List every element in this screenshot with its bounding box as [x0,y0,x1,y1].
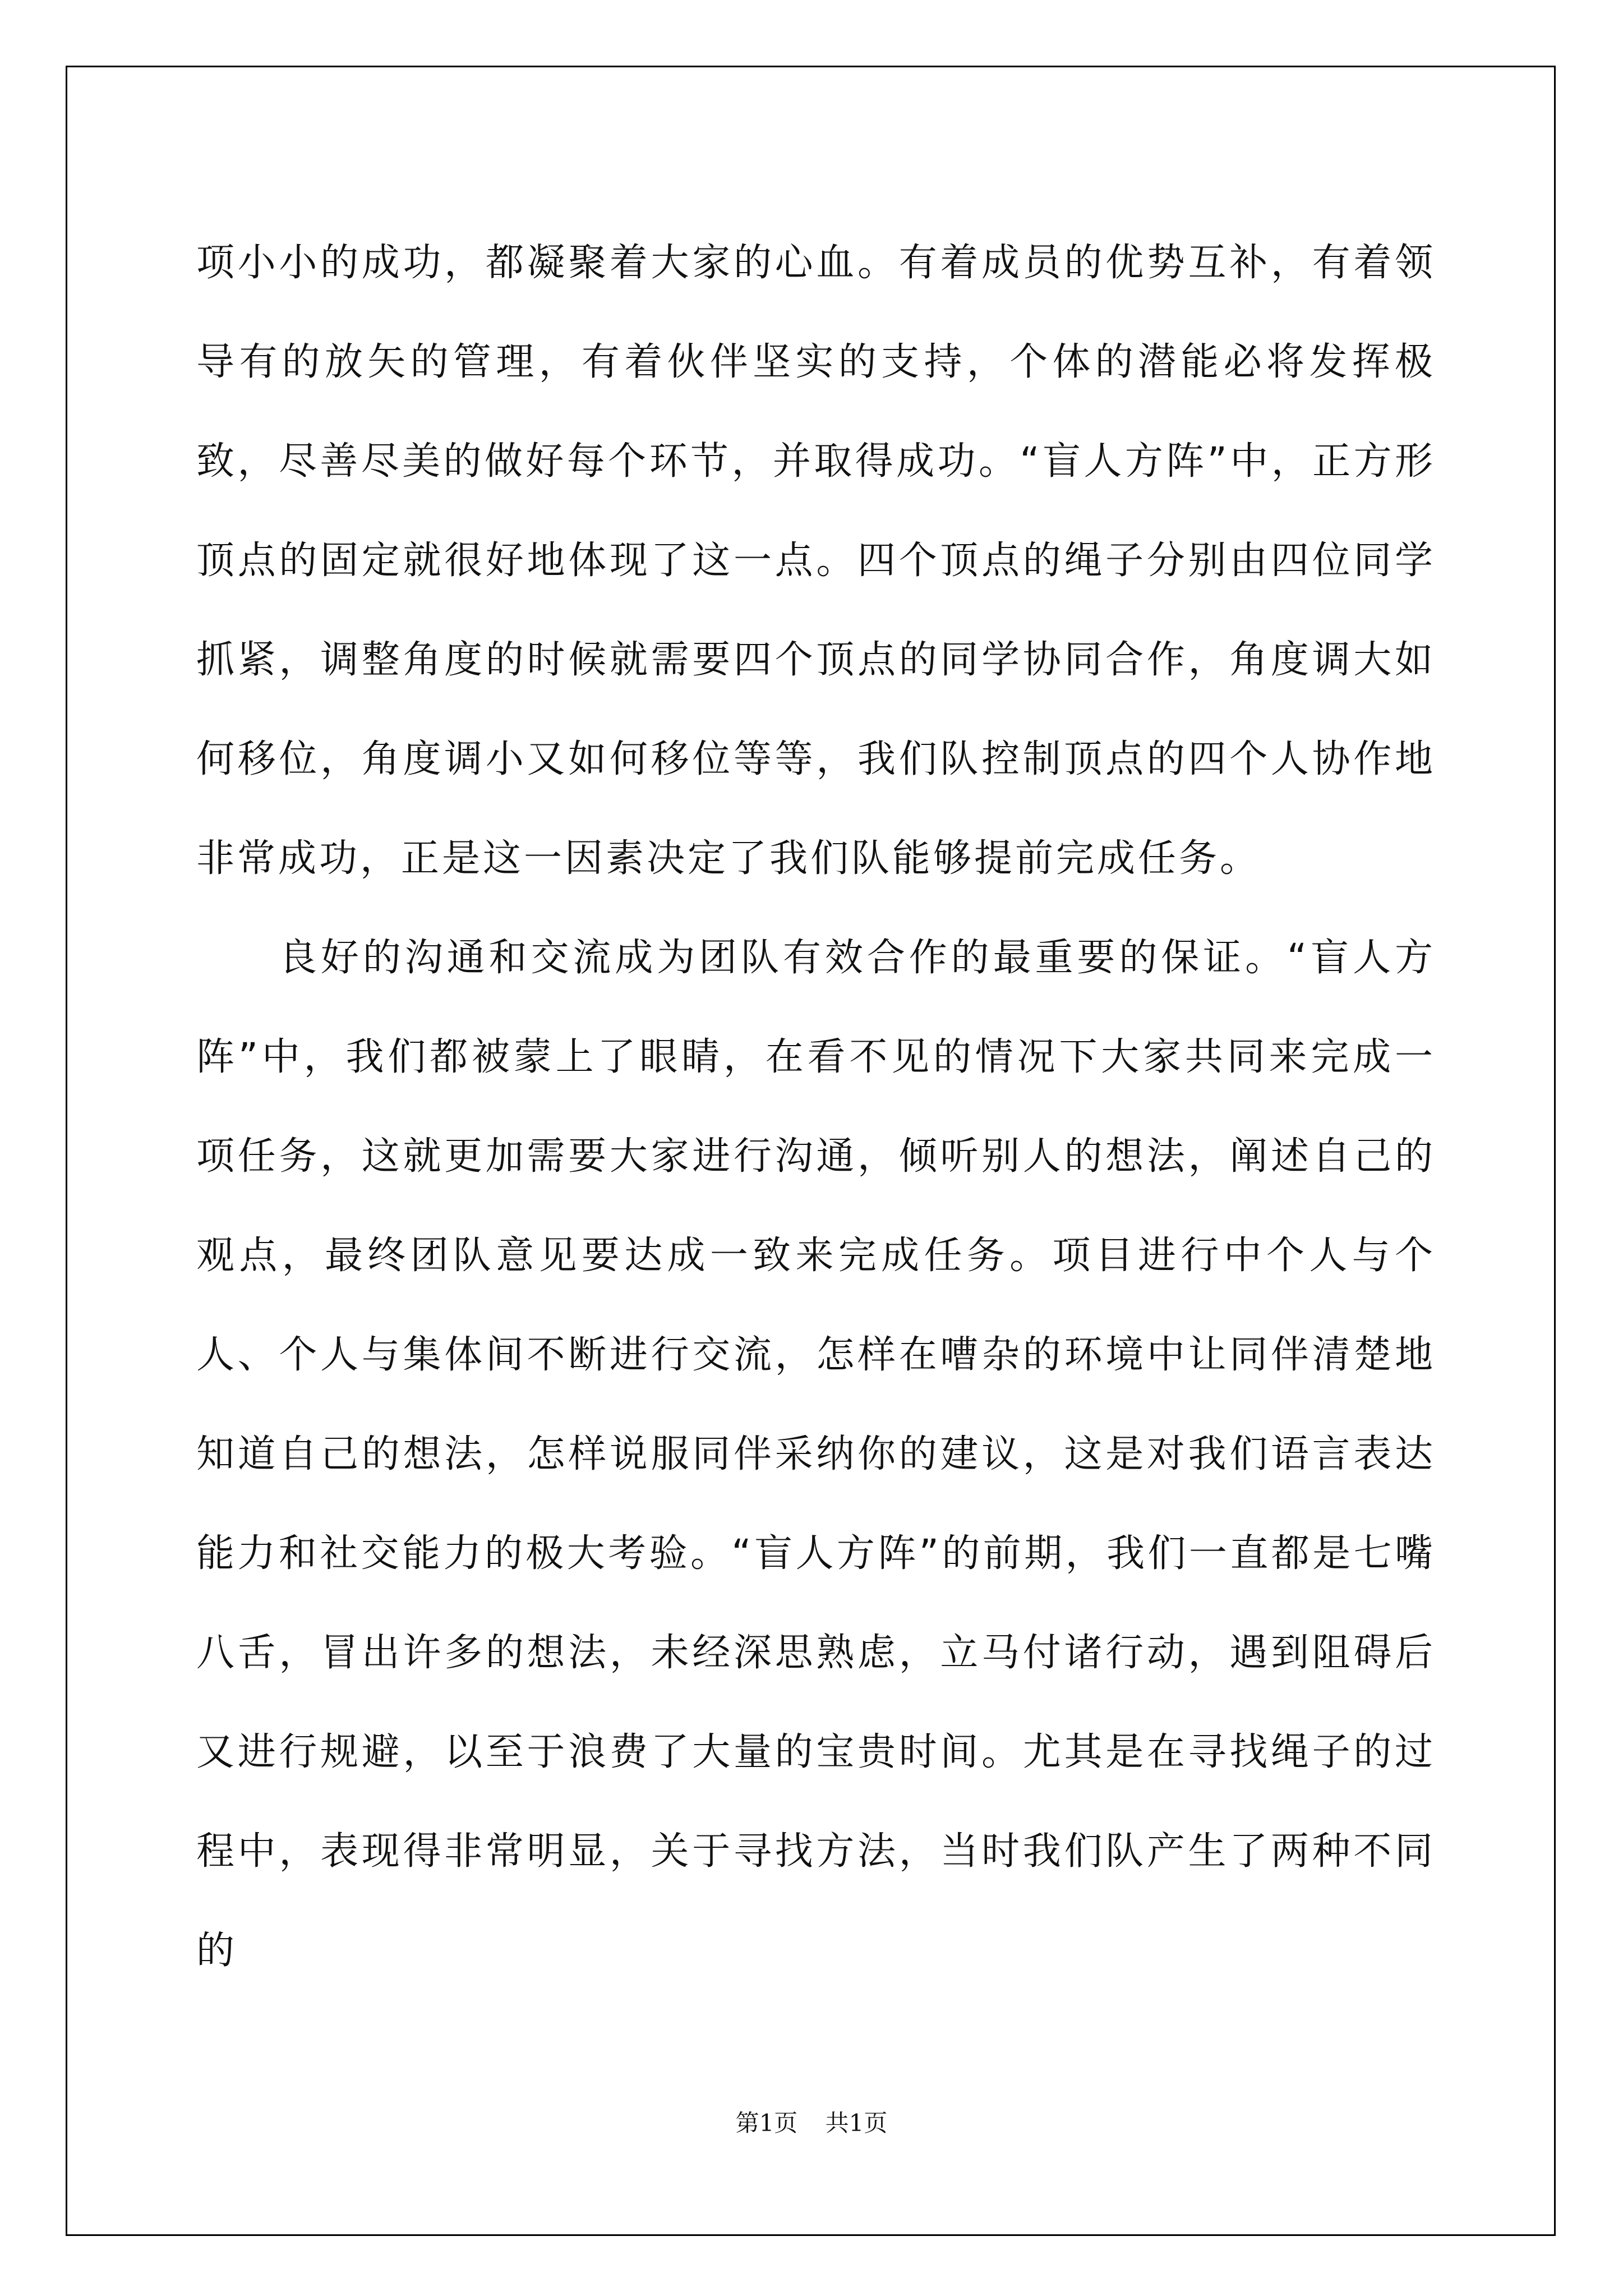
page-footer [0,2105,1623,2138]
paragraph-1: 项小小的成功，都凝聚着大家的心血。有着成员的优势互补，有着领导有的放矢的管理，有着伙伴坚实的支持，个体的潜能必将发挥极致，尽善尽美的做好每个环节，并取得成功。“盲人方阵”中，正方形顶点的固定就很好地体现了这一点。四个顶点的绳子分别由四位同学抓紧，调整角度的时候就需要四个顶点的同学协同合作，角度调大如何移位，角度调小又如何移位等等，我们队控制顶点的四个人协作地非常成功，正是这一因素决定了我们队能够提前完成任务。 [196,241,1436,881]
page-number: 第1页 [735,2109,798,2137]
document-body [196,213,1436,2000]
page-total: 共1页 [825,2109,888,2137]
paragraph-2: 良好的沟通和交流成为团队有效合作的最重要的保证。“盲人方阵”中，我们都被蒙上了眼睛，在看不见的情况下大家共同来完成一项任务，这就更加需要大家进行沟通，倾听别人的想法，阐述自己的观点，最终团队意见要达成一致来完成任务。项目进行中个人与个人、个人与集体间不断进行交流，怎样在嘈杂的环境中让同伴清楚地知道自己的想法，怎样说服同伴采纳你的建议，这是对我们语言表达能力和社交能力的极大考验。“盲人方阵”的前期，我们一直都是七嘴八舌，冒出许多的想法，未经深思熟虑，立马付诸行动，遇到阻碍后又进行规避，以至于浪费了大量的宝贵时间。尤其是在寻找绳子的过程中，表现得非常明显，关于寻找方法，当时我们队产生了两种不同的 [196,936,1436,1973]
